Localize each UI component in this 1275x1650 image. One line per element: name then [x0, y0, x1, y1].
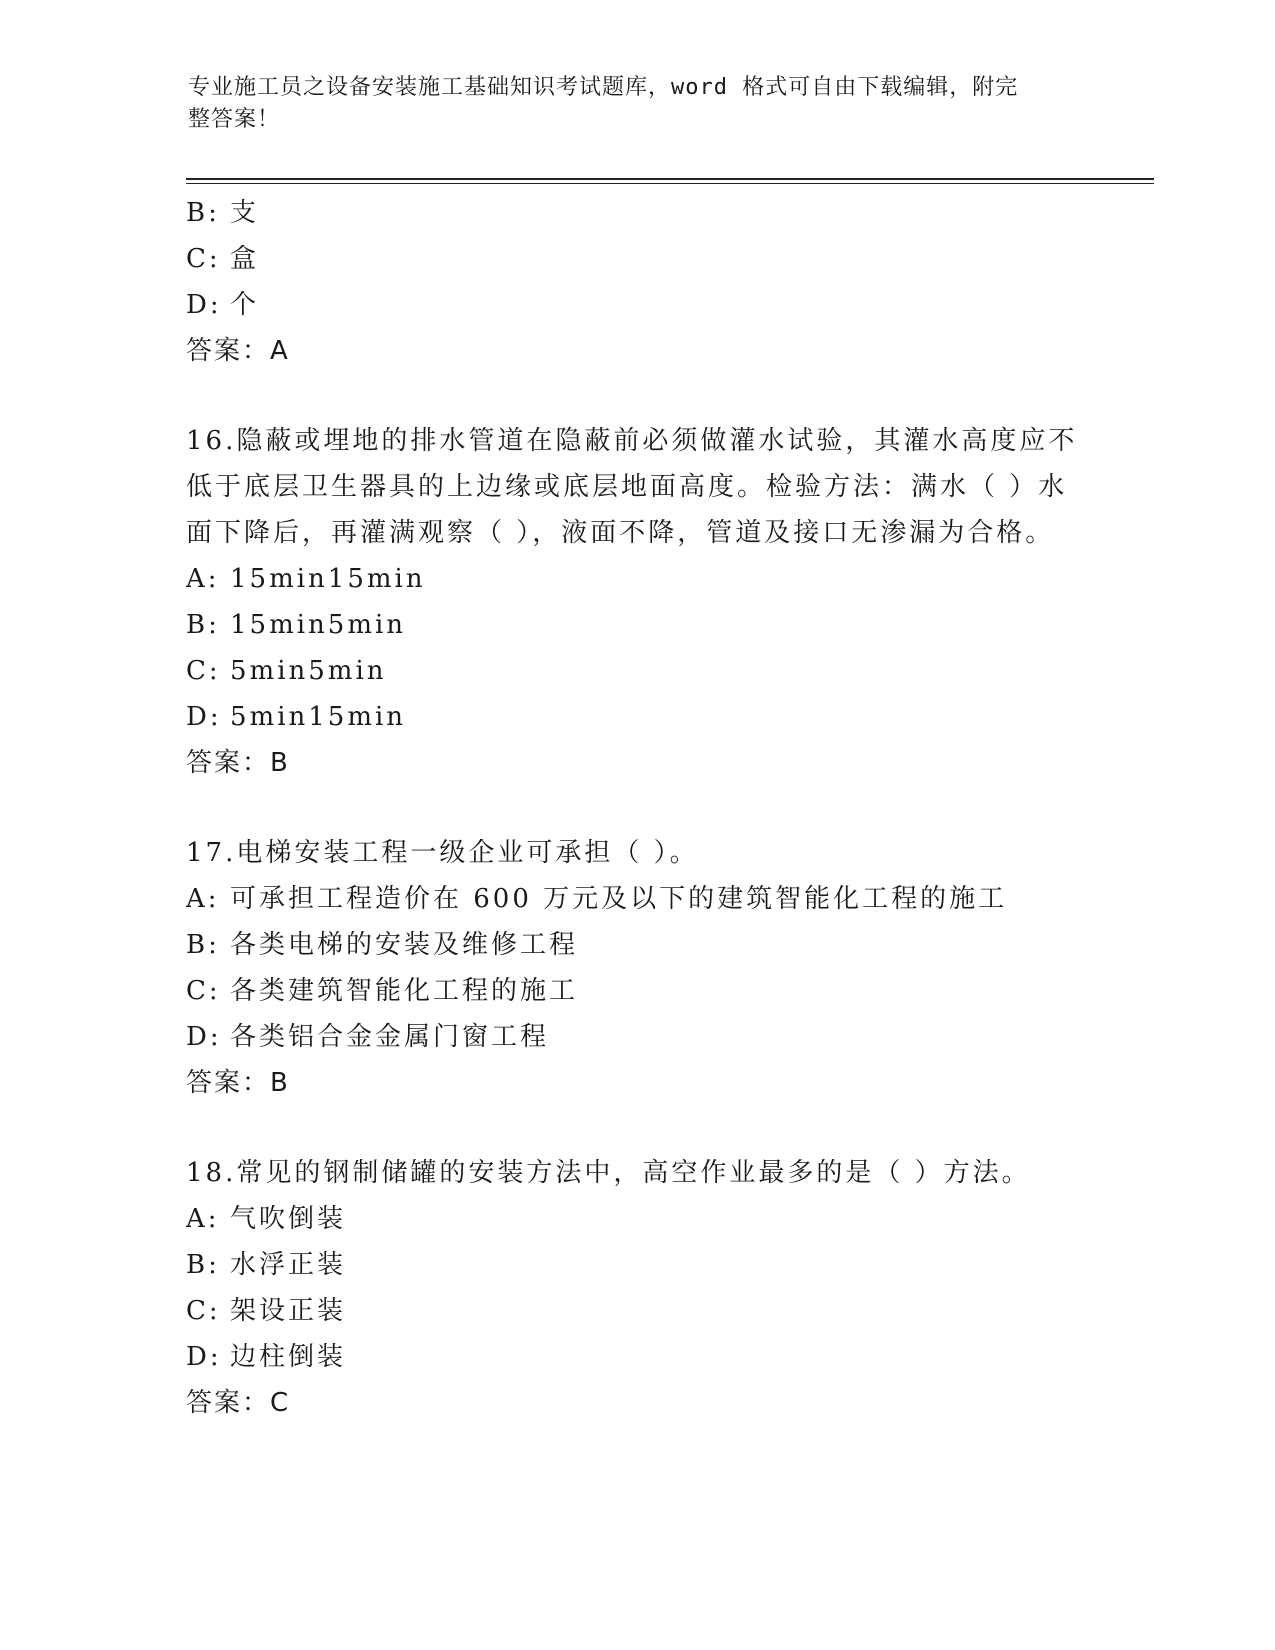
option-d: D: 边柱倒装	[186, 1342, 347, 1372]
option-b: B: 水浮正装	[186, 1250, 347, 1280]
question-18	[186, 1150, 1086, 1426]
option-c: C: 盒	[186, 244, 260, 274]
option-d: D: 个	[186, 290, 260, 320]
question-stem: 17.电梯安装工程一级企业可承担（ ）。	[186, 838, 699, 868]
option-a: A: 可承担工程造价在 600 万元及以下的建筑智能化工程的施工	[186, 884, 1008, 914]
question-fragment	[186, 190, 1086, 374]
option-d: D: 各类铝合金金属门窗工程	[186, 1022, 550, 1052]
answer-line: 答案：B	[186, 748, 290, 778]
question-stem: 低于底层卫生器具的上边缘或底层地面高度。检验方法：满水（ ）水	[186, 472, 1068, 502]
question-stem: 16.隐蔽或埋地的排水管道在隐蔽前必须做灌水试验，其灌水高度应不	[186, 426, 1078, 456]
question-16	[186, 418, 1086, 786]
option-c: C: 各类建筑智能化工程的施工	[186, 976, 579, 1006]
header-divider-thin	[186, 183, 1154, 184]
answer-line: 答案：B	[186, 1068, 290, 1098]
question-stem: 18.常见的钢制储罐的安装方法中，高空作业最多的是（ ）方法。	[186, 1158, 1031, 1188]
option-c: C: 架设正装	[186, 1296, 347, 1326]
question-content	[186, 190, 1086, 1426]
question-17	[186, 830, 1086, 1106]
option-a: A: 15min15min	[186, 564, 426, 594]
option-d: D: 5min15min	[186, 702, 407, 732]
option-c: C: 5min5min	[186, 656, 387, 686]
header-divider	[186, 178, 1154, 180]
option-b: B: 支	[186, 198, 260, 228]
answer-line: 答案：A	[186, 336, 290, 366]
option-b: B: 15min5min	[186, 610, 407, 640]
header-text-line2: 整答案！	[188, 107, 281, 132]
option-a: A: 气吹倒装	[186, 1204, 347, 1234]
page-header	[188, 72, 1068, 136]
answer-line: 答案：C	[186, 1388, 291, 1418]
header-text-line1: 专业施工员之设备安装施工基础知识考试题库，word 格式可自由下载编辑，附完	[188, 75, 1019, 100]
question-stem: 面下降后，再灌满观察（ ），液面不降，管道及接口无渗漏为合格。	[186, 518, 1055, 548]
option-b: B: 各类电梯的安装及维修工程	[186, 930, 579, 960]
